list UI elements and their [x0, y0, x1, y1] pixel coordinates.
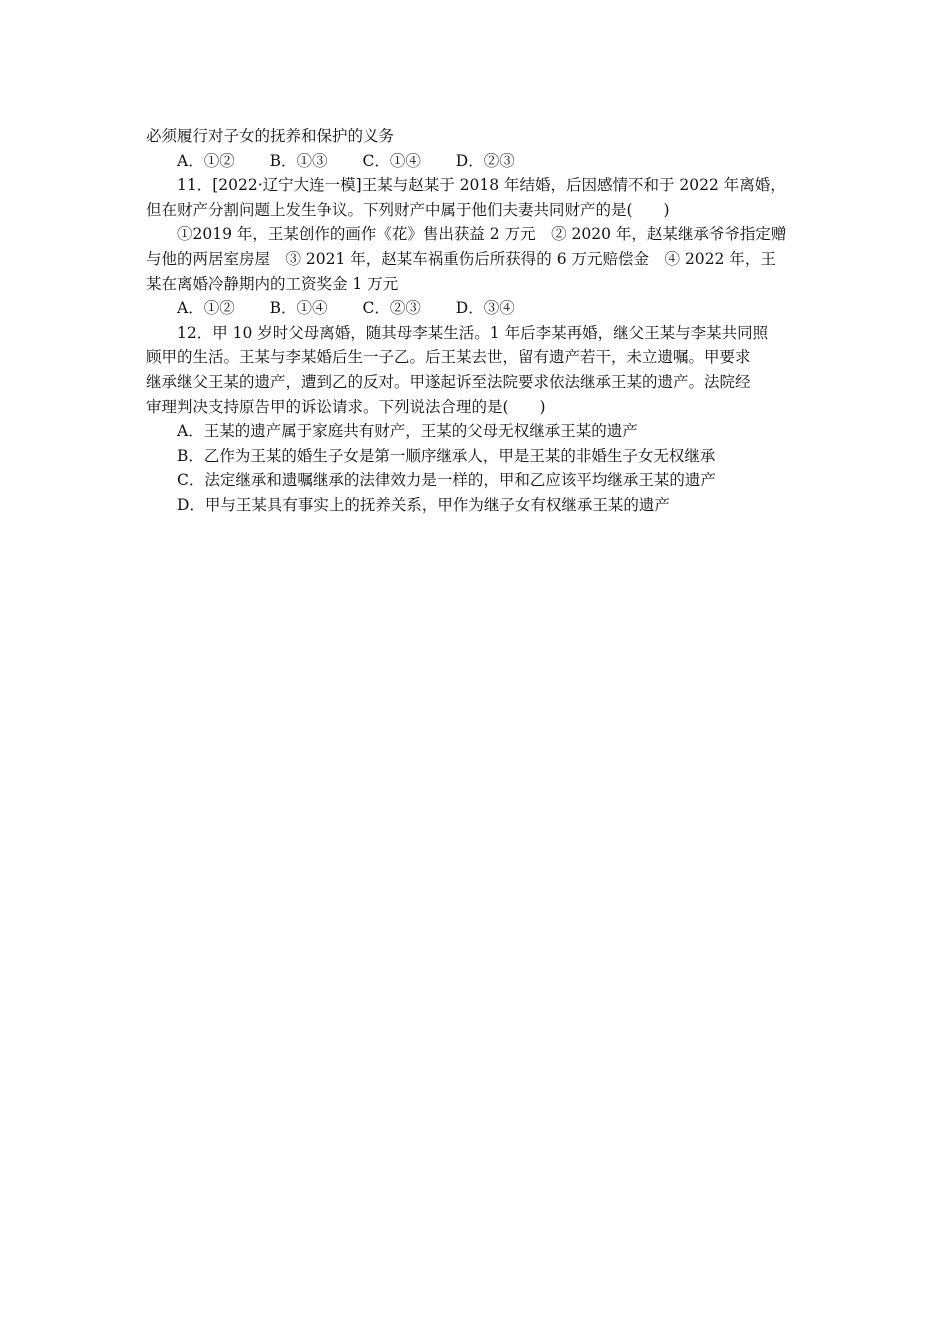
option-d: D．③④ [455, 299, 515, 318]
q12-stem-line3: 继承继父王某的遗产，遭到乙的反对。甲遂起诉至法院要求依法继承王某的遗产。法院经 [146, 372, 751, 391]
q11-stem-line1: 11．[2022·辽宁大连一模]王某与赵某于 2018 年结婚，后因感情不和于 2022 年离婚， [177, 176, 786, 195]
document-page [146, 124, 808, 518]
q11-items-line3: 某在离婚冷静期内的工资奖金 1 万元 [146, 274, 399, 293]
option-a: A．①② [177, 151, 235, 170]
option-b: B．①③ [269, 151, 328, 170]
q12-option-d: D．甲与王某具有事实上的抚养关系，甲作为继子女有权继承王某的遗产 [177, 495, 670, 514]
option-d: D．②③ [455, 151, 515, 170]
q11-items-line2: 与他的两居室房屋 ③ 2021 年，赵某车祸重伤后所获得的 6 万元赔偿金 ④ 2022 年，王 [146, 249, 776, 268]
q12-stem-line4: 审理判决支持原告甲的诉讼请求。下列说法合理的是( ) [146, 397, 546, 416]
q12-stem-line2: 顾甲的生活。王某与李某婚后生一子乙。后王某去世，留有遗产若干，未立遗嘱。甲要求 [146, 348, 751, 367]
option-a: A．①② [177, 299, 235, 318]
option-b: B．①④ [269, 299, 328, 318]
q12-stem-line1: 12．甲 10 岁时父母离婚，随其母李某生活。1 年后李某再婚，继父王某与李某共同照 [177, 323, 769, 342]
q11-stem-line2: 但在财产分割问题上发生争议。下列财产中属于他们夫妻共同财产的是( ) [146, 200, 670, 219]
q11-options [146, 296, 808, 321]
continuation-text: 必须履行对子女的抚养和保护的义务 [146, 127, 395, 145]
q12-option-c: C．法定继承和遗嘱继承的法律效力是一样的，甲和乙应该平均继承王某的遗产 [177, 471, 716, 490]
q12-option-b: B．乙作为王某的婚生子女是第一顺序继承人，甲是王某的非婚生子女无权继承 [177, 446, 716, 465]
q11-items-line1: ①2019 年，王某创作的画作《花》售出获益 2 万元 ② 2020 年，赵某继承爷爷指定赠 [177, 225, 787, 244]
option-c: C．②③ [362, 299, 421, 318]
q12-option-a: A．王某的遗产属于家庭共有财产，王某的父母无权继承王某的遗产 [177, 422, 638, 441]
option-c: C．①④ [362, 151, 421, 170]
continuation-options [146, 149, 808, 174]
